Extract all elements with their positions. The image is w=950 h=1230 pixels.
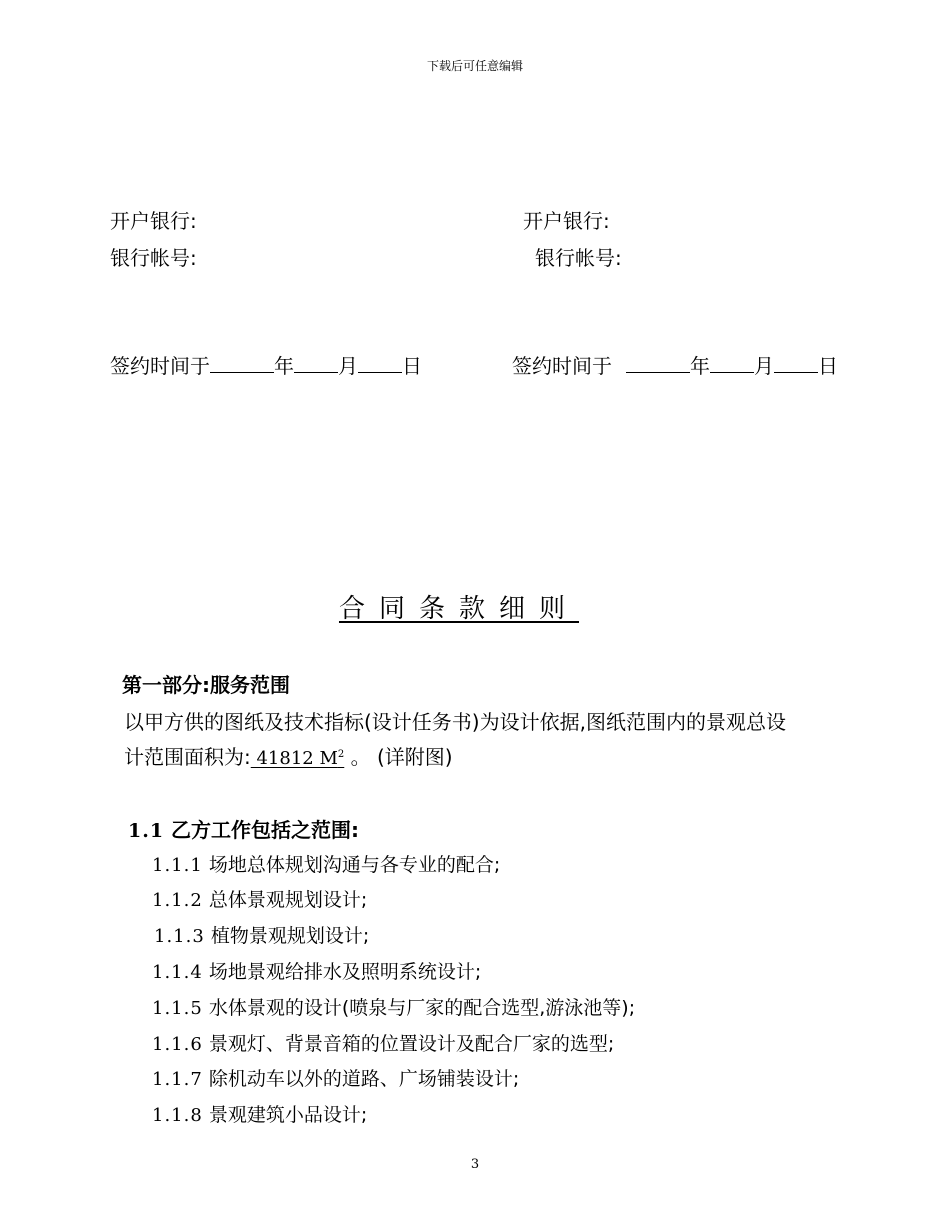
month-label: 月	[754, 354, 774, 378]
year-blank	[210, 355, 274, 373]
day-blank	[358, 355, 402, 373]
item-number: 1.1.8	[152, 1105, 203, 1126]
page-number: 3	[470, 1157, 480, 1172]
item-number: 1.1.4	[152, 962, 203, 983]
part1-line1: 以甲方供的图纸及技术指标(设计任务书)为设计依据,图纸范围内的景观总设	[124, 710, 786, 734]
item-number: 1.1.1	[152, 855, 203, 876]
area-prefix: 计范围面积为:	[124, 745, 251, 769]
scope-list-item	[152, 993, 635, 1020]
scope-list-item	[152, 885, 367, 912]
scope-list-item	[154, 921, 369, 948]
section-1-1-heading: 1.1 乙方工作包括之范围:	[128, 818, 360, 842]
item-number: 1.1.7	[152, 1069, 203, 1090]
day-label: 日	[818, 354, 838, 378]
scope-list-item	[152, 1100, 367, 1127]
item-text: 除机动车以外的道路、广场铺装设计;	[202, 1068, 520, 1090]
item-number: 1.1.5	[152, 998, 203, 1019]
month-blank	[710, 355, 754, 373]
left-bank-label: 开户银行:	[110, 209, 197, 233]
item-number: 1.1.3	[154, 926, 205, 947]
item-number: 1.1.2	[152, 890, 203, 911]
item-text: 景观灯、背景音箱的位置设计及配合厂家的选型;	[202, 1033, 615, 1055]
item-text: 场地总体规划沟通与各专业的配合;	[202, 854, 501, 876]
part1-heading: 第一部分:服务范围	[122, 673, 290, 697]
item-text: 场地景观给排水及照明系统设计;	[202, 961, 482, 983]
scope-list-item	[152, 850, 500, 877]
scope-list-item	[152, 957, 481, 984]
item-text: 植物景观规划设计;	[204, 925, 370, 947]
document-title: 合同条款细则	[338, 594, 579, 624]
month-blank	[294, 355, 338, 373]
signing-prefix: 签约时间于	[110, 354, 210, 378]
item-number: 1.1.6	[152, 1034, 203, 1055]
left-account-label: 银行帐号:	[110, 246, 197, 270]
right-account-label: 银行帐号:	[535, 246, 622, 270]
year-label: 年	[274, 354, 294, 378]
right-bank-label: 开户银行:	[523, 209, 610, 233]
item-text: 水体景观的设计(喷泉与厂家的配合选型,游泳池等);	[202, 997, 636, 1019]
scope-list-item	[152, 1064, 519, 1091]
day-label: 日	[402, 354, 422, 378]
right-signing-date	[512, 350, 838, 379]
area-suffix: 。 (详附图)	[344, 745, 453, 769]
part1-line2	[124, 741, 453, 770]
left-signing-date	[110, 350, 422, 379]
area-value: 41812 $M^2$	[250, 748, 345, 769]
item-text: 总体景观规划设计;	[202, 889, 368, 911]
item-text: 景观建筑小品设计;	[202, 1104, 368, 1126]
year-blank	[626, 355, 690, 373]
year-label: 年	[690, 354, 710, 378]
signing-prefix: 签约时间于	[512, 354, 612, 378]
day-blank	[774, 355, 818, 373]
page-header: 下载后可任意编辑	[426, 59, 523, 73]
month-label: 月	[338, 354, 358, 378]
scope-list-item	[152, 1029, 614, 1056]
